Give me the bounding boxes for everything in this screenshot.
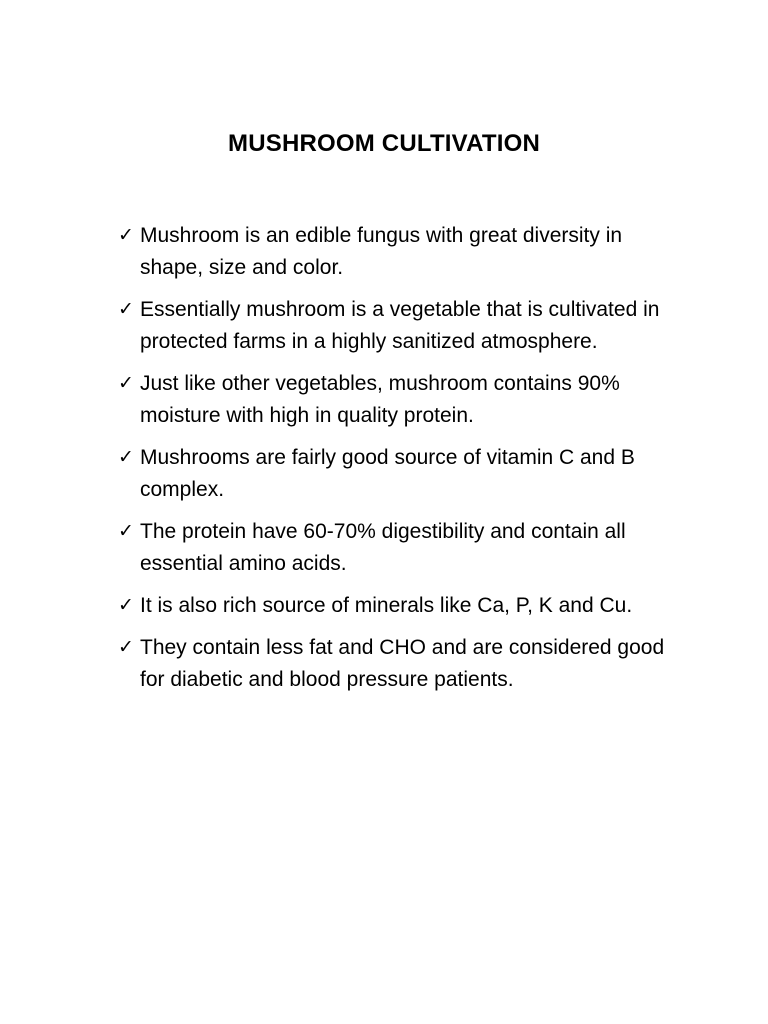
checkmark-icon: ✓ (118, 373, 134, 394)
list-item (118, 590, 678, 622)
list-item (118, 516, 678, 580)
list-item-text: Just like other vegetables, mushroom contains 90% moisture with high in quality protein. (140, 372, 620, 427)
list-item (118, 368, 678, 432)
checkmark-icon: ✓ (118, 299, 134, 320)
checkmark-icon: ✓ (118, 447, 134, 468)
checkmark-icon: ✓ (118, 637, 134, 658)
list-item (118, 442, 678, 506)
checkmark-icon: ✓ (118, 595, 134, 616)
list-item-text: Mushroom is an edible fungus with great diversity in shape, size and color. (140, 224, 623, 279)
list-item (118, 294, 678, 358)
list-item-text: The protein have 60-70% digestibility and contain all essential amino acids. (140, 520, 626, 575)
checkmark-icon: ✓ (118, 225, 134, 246)
list-item-text: It is also rich source of minerals like Ca, P, K and Cu. (140, 594, 633, 617)
page-title: MUSHROOM CULTIVATION (228, 130, 540, 157)
list-item (118, 220, 678, 284)
list-item-text: Mushrooms are fairly good source of vitamin C and B complex. (140, 446, 635, 501)
bullet-list (118, 220, 678, 706)
checkmark-icon: ✓ (118, 521, 134, 542)
list-item-text: Essentially mushroom is a vegetable that is cultivated in protected farms in a highly sanitized atmosphere. (140, 298, 660, 353)
list-item-text: They contain less fat and CHO and are considered good for diabetic and blood pressure patients. (140, 636, 665, 691)
list-item (118, 632, 678, 696)
